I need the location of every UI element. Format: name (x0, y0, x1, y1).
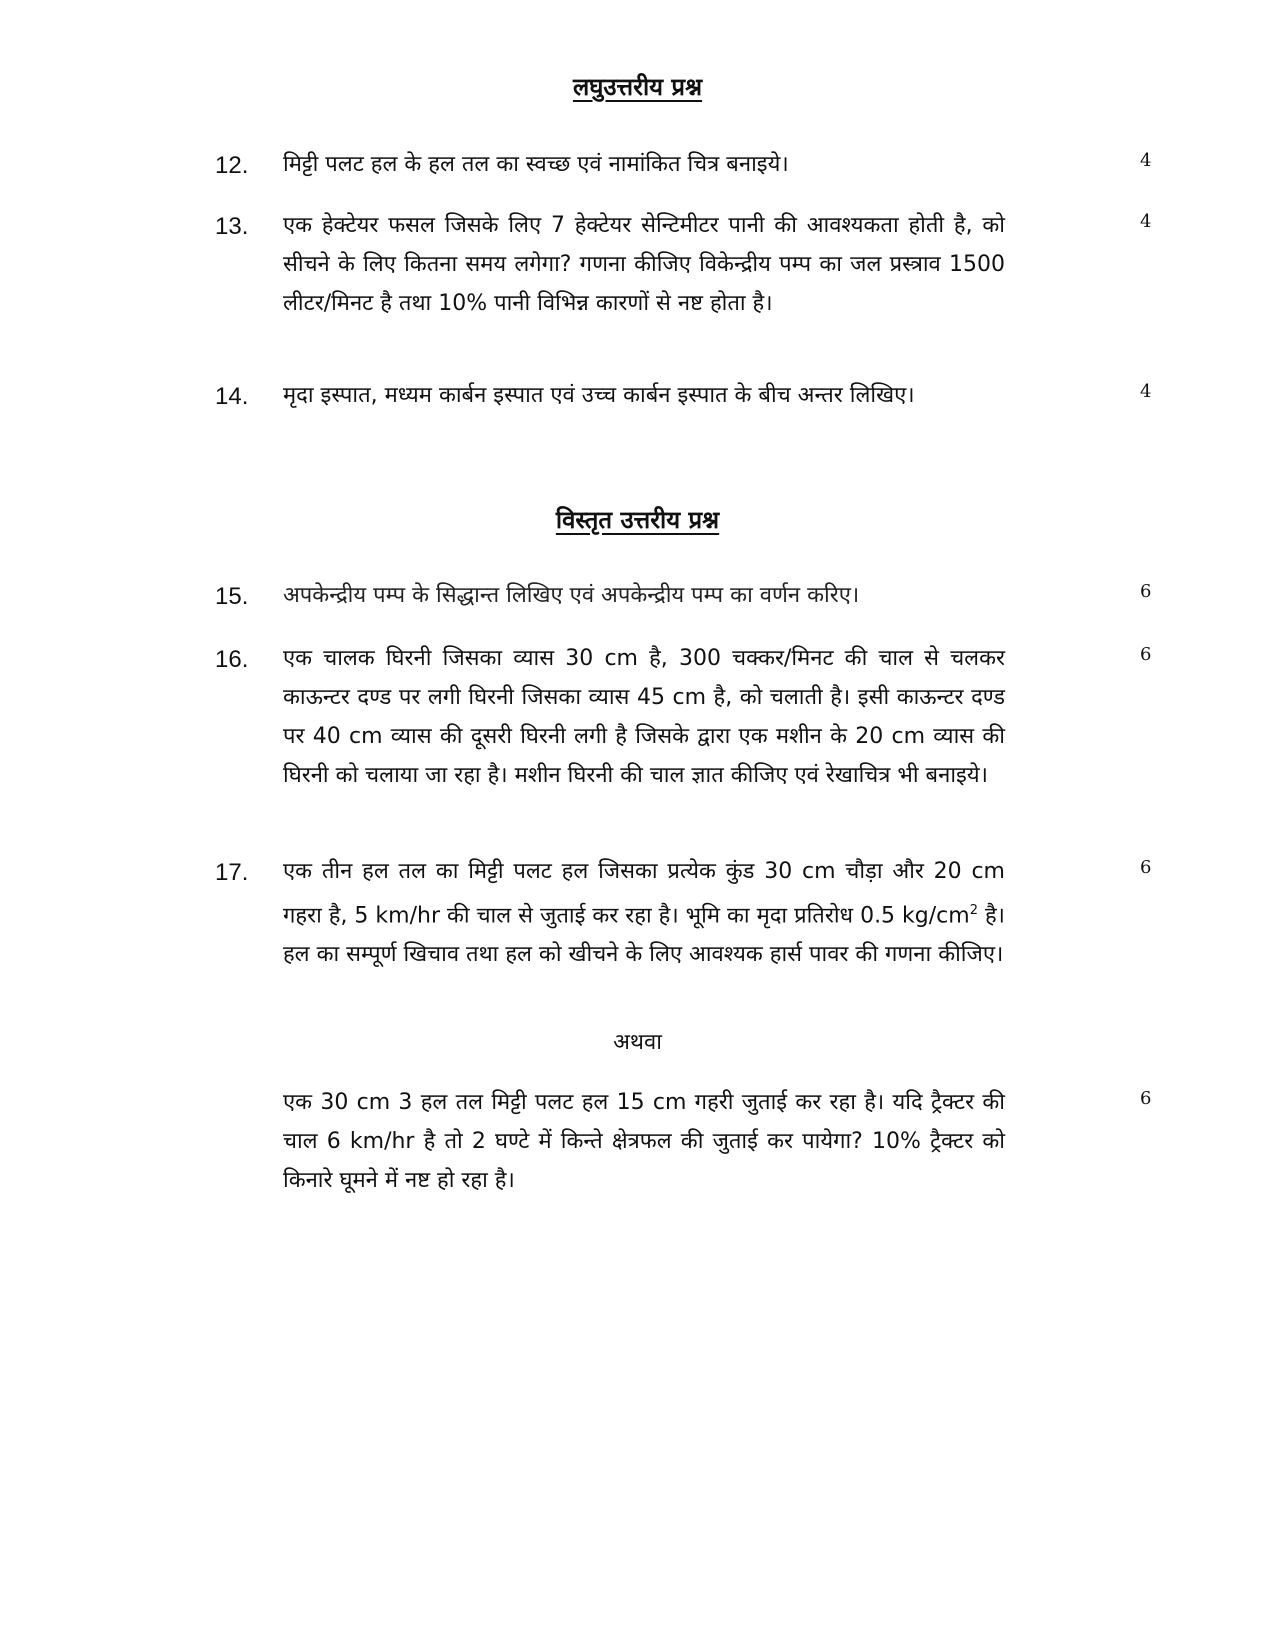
question-marks: 6 (1140, 644, 1152, 665)
or-label: अथवा (613, 1030, 662, 1055)
question-number: 13. (215, 213, 249, 240)
question-marks: 6 (1140, 581, 1152, 602)
question-text: मृदा इस्पात, मध्यम कार्बन इस्पात एवं उच्च कार्बन इस्पात के बीच अन्तर लिखिए। (283, 383, 915, 408)
question-marks: 6 (1140, 857, 1152, 878)
superscript-exponent: 2 (969, 903, 978, 918)
question-number: 12. (215, 152, 249, 179)
question-marks: 4 (1140, 211, 1152, 232)
question-marks: 4 (1140, 150, 1152, 171)
question-text (283, 852, 1005, 974)
question-text: एक 30 cm 3 हल तल मिट्टी पलट हल 15 cm गहरी जुताई कर रहा है। यदि ट्रैक्टर की चाल 6 km/hr है तो 2 घण्टे में किन्ते क्षेत्रफल की जुताई कर पायेगा? 10% ट्रैक्टर को किनारे घूमने में नष्ट हो रहा है। (283, 1090, 1005, 1193)
question-text: एक चालक घिरनी जिसका व्यास 30 cm है, 300 चक्कर/मिनट की चाल से चलकर काऊन्टर दण्ड पर लगी घिरनी जिसका व्यास 45 cm है, को चलाती है। इसी काऊन्टर दण्ड पर 40 cm व्यास की दूसरी घिरनी लगी है जिसके द्वारा एक मशीन के 20 cm व्यास की घिरनी को चलाया जा रहा है। मशीन घिरनी की चाल ज्ञात कीजिए एवं रेखाचित्र भी बनाइये। (283, 646, 1005, 788)
question-text-part: है। हल का सम्पूर्ण खिचाव तथा हल को खीचने के लिए आवश्यक हार्स पावर की गणना कीजिए। (283, 903, 1005, 968)
question-text: मिट्टी पलट हल के हल तल का स्वच्छ एवं नामांकित चित्र बनाइये। (283, 152, 789, 177)
question-number: 16. (215, 646, 249, 673)
question-number: 15. (215, 583, 249, 610)
question-number: 17. (215, 859, 249, 886)
question-marks: 4 (1140, 381, 1152, 402)
section-title-long-answer: विस्तृत उत्तरीय प्रश्न (555, 506, 720, 534)
question-number: 14. (215, 383, 249, 410)
section-title-short-answer: लघुउत्तरीय प्रश्न (572, 73, 703, 101)
question-marks: 6 (1140, 1088, 1152, 1109)
question-text-part: एक तीन हल तल का मिट्टी पलट हल जिसका प्रत्येक कुंड 30 cm चौड़ा और 20 cm गहरा है, 5 km/hr की चाल से जुताई कर रहा है। भूमि का मृदा प्रतिरोध 0.5 kg/cm (283, 859, 1005, 929)
question-text: एक हेक्टेयर फसल जिसके लिए 7 हेक्टेयर सेन्टिमीटर पानी की आवश्यकता होती है, को सीचने के लिए कितना समय लगेगा? गणना कीजिए विकेन्द्रीय पम्प का जल प्रस्त्राव 1500 लीटर/मिनट है तथा 10% पानी विभिन्न कारणों से नष्ट होता है। (283, 213, 1005, 316)
question-text: अपकेन्द्रीय पम्प के सिद्धान्त लिखिए एवं अपकेन्द्रीय पम्प का वर्णन करिए। (283, 583, 860, 608)
